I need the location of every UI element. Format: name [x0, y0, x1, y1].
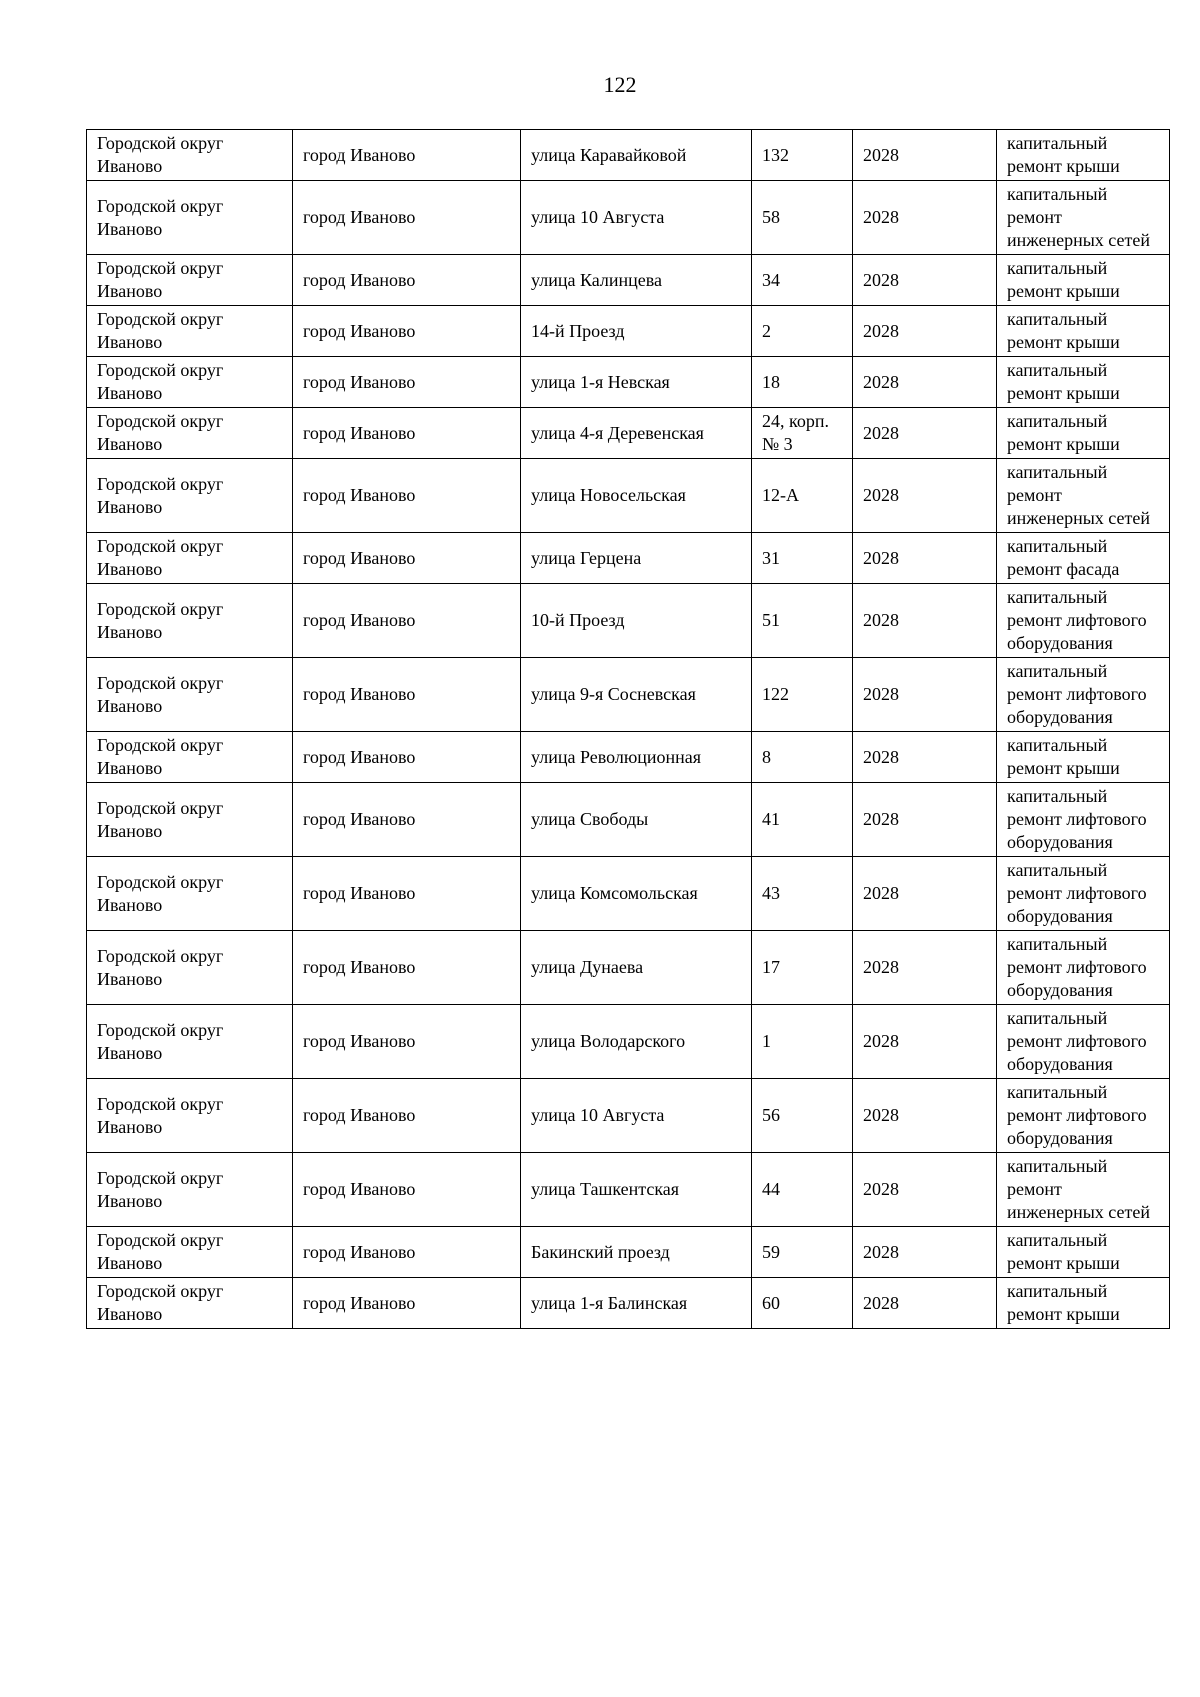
work-type-cell: капитальный ремонт крыши	[997, 255, 1170, 306]
work-type-cell: капитальный ремонт лифтового оборудования	[997, 1005, 1170, 1079]
district-cell: Городской округ Иваново	[87, 1079, 293, 1153]
city-cell: город Иваново	[293, 931, 521, 1005]
street-cell: улица Ташкентская	[521, 1153, 752, 1227]
work-type-cell: капитальный ремонт инженерных сетей	[997, 1153, 1170, 1227]
table-row	[87, 931, 1170, 1005]
district-cell: Городской округ Иваново	[87, 1153, 293, 1227]
work-type-cell: капитальный ремонт лифтового оборудования	[997, 584, 1170, 658]
work-type-cell: капитальный ремонт крыши	[997, 306, 1170, 357]
year-cell: 2028	[853, 931, 997, 1005]
year-cell: 2028	[853, 357, 997, 408]
table-row	[87, 658, 1170, 732]
house-number-cell: 12-А	[752, 459, 853, 533]
work-type-cell: капитальный ремонт крыши	[997, 408, 1170, 459]
district-cell: Городской округ Иваново	[87, 732, 293, 783]
table-row	[87, 1227, 1170, 1278]
house-number-cell: 31	[752, 533, 853, 584]
year-cell: 2028	[853, 732, 997, 783]
house-number-cell: 34	[752, 255, 853, 306]
work-type-cell: капитальный ремонт лифтового оборудования	[997, 658, 1170, 732]
street-cell: улица Свободы	[521, 783, 752, 857]
year-cell: 2028	[853, 658, 997, 732]
table-row	[87, 306, 1170, 357]
year-cell: 2028	[853, 130, 997, 181]
table-row	[87, 408, 1170, 459]
street-cell: улица 4-я Деревенская	[521, 408, 752, 459]
house-number-cell: 1	[752, 1005, 853, 1079]
city-cell: город Иваново	[293, 1005, 521, 1079]
street-cell: улица Революционная	[521, 732, 752, 783]
house-number-cell: 17	[752, 931, 853, 1005]
street-cell: 14-й Проезд	[521, 306, 752, 357]
house-number-cell: 41	[752, 783, 853, 857]
street-cell: улица 10 Августа	[521, 181, 752, 255]
table-row	[87, 1278, 1170, 1329]
house-number-cell: 51	[752, 584, 853, 658]
year-cell: 2028	[853, 1079, 997, 1153]
house-number-cell: 59	[752, 1227, 853, 1278]
table-row	[87, 533, 1170, 584]
street-cell: улица Каравайковой	[521, 130, 752, 181]
street-cell: 10-й Проезд	[521, 584, 752, 658]
street-cell: Бакинский проезд	[521, 1227, 752, 1278]
street-cell: улица 10 Августа	[521, 1079, 752, 1153]
year-cell: 2028	[853, 1153, 997, 1227]
city-cell: город Иваново	[293, 306, 521, 357]
work-type-cell: капитальный ремонт крыши	[997, 1227, 1170, 1278]
district-cell: Городской округ Иваново	[87, 783, 293, 857]
district-cell: Городской округ Иваново	[87, 306, 293, 357]
year-cell: 2028	[853, 1278, 997, 1329]
work-type-cell: капитальный ремонт лифтового оборудования	[997, 857, 1170, 931]
house-number-cell: 44	[752, 1153, 853, 1227]
street-cell: улица Калинцева	[521, 255, 752, 306]
district-cell: Городской округ Иваново	[87, 130, 293, 181]
year-cell: 2028	[853, 255, 997, 306]
district-cell: Городской округ Иваново	[87, 658, 293, 732]
table-row	[87, 783, 1170, 857]
house-number-cell: 2	[752, 306, 853, 357]
work-type-cell: капитальный ремонт крыши	[997, 130, 1170, 181]
work-type-cell: капитальный ремонт инженерных сетей	[997, 459, 1170, 533]
street-cell: улица Комсомольская	[521, 857, 752, 931]
city-cell: город Иваново	[293, 783, 521, 857]
district-cell: Городской округ Иваново	[87, 255, 293, 306]
district-cell: Городской округ Иваново	[87, 1278, 293, 1329]
table-row	[87, 357, 1170, 408]
street-cell: улица Герцена	[521, 533, 752, 584]
table-row	[87, 1153, 1170, 1227]
city-cell: город Иваново	[293, 1278, 521, 1329]
year-cell: 2028	[853, 857, 997, 931]
table-row	[87, 459, 1170, 533]
year-cell: 2028	[853, 1227, 997, 1278]
city-cell: город Иваново	[293, 658, 521, 732]
house-number-cell: 132	[752, 130, 853, 181]
city-cell: город Иваново	[293, 732, 521, 783]
city-cell: город Иваново	[293, 1153, 521, 1227]
district-cell: Городской округ Иваново	[87, 533, 293, 584]
work-type-cell: капитальный ремонт фасада	[997, 533, 1170, 584]
house-number-cell: 8	[752, 732, 853, 783]
year-cell: 2028	[853, 783, 997, 857]
table-row	[87, 181, 1170, 255]
table-row	[87, 584, 1170, 658]
street-cell: улица Дунаева	[521, 931, 752, 1005]
city-cell: город Иваново	[293, 357, 521, 408]
city-cell: город Иваново	[293, 857, 521, 931]
work-type-cell: капитальный ремонт крыши	[997, 732, 1170, 783]
table-row	[87, 130, 1170, 181]
year-cell: 2028	[853, 533, 997, 584]
city-cell: город Иваново	[293, 459, 521, 533]
repair-schedule-table	[86, 129, 1170, 1329]
table-row	[87, 857, 1170, 931]
table-row	[87, 732, 1170, 783]
page-number: 122	[603, 72, 637, 97]
street-cell: улица Володарского	[521, 1005, 752, 1079]
work-type-cell: капитальный ремонт лифтового оборудования	[997, 1079, 1170, 1153]
city-cell: город Иваново	[293, 1079, 521, 1153]
house-number-cell: 24, корп. № 3	[752, 408, 853, 459]
house-number-cell: 56	[752, 1079, 853, 1153]
district-cell: Городской округ Иваново	[87, 1227, 293, 1278]
work-type-cell: капитальный ремонт лифтового оборудования	[997, 783, 1170, 857]
work-type-cell: капитальный ремонт крыши	[997, 1278, 1170, 1329]
year-cell: 2028	[853, 1005, 997, 1079]
district-cell: Городской округ Иваново	[87, 181, 293, 255]
street-cell: улица 1-я Балинская	[521, 1278, 752, 1329]
year-cell: 2028	[853, 584, 997, 658]
house-number-cell: 60	[752, 1278, 853, 1329]
city-cell: город Иваново	[293, 181, 521, 255]
city-cell: город Иваново	[293, 255, 521, 306]
year-cell: 2028	[853, 181, 997, 255]
city-cell: город Иваново	[293, 408, 521, 459]
city-cell: город Иваново	[293, 584, 521, 658]
district-cell: Городской округ Иваново	[87, 459, 293, 533]
work-type-cell: капитальный ремонт инженерных сетей	[997, 181, 1170, 255]
street-cell: улица Новосельская	[521, 459, 752, 533]
city-cell: город Иваново	[293, 130, 521, 181]
district-cell: Городской округ Иваново	[87, 857, 293, 931]
street-cell: улица 9-я Сосневская	[521, 658, 752, 732]
year-cell: 2028	[853, 459, 997, 533]
street-cell: улица 1-я Невская	[521, 357, 752, 408]
district-cell: Городской округ Иваново	[87, 1005, 293, 1079]
district-cell: Городской округ Иваново	[87, 584, 293, 658]
district-cell: Городской округ Иваново	[87, 931, 293, 1005]
year-cell: 2028	[853, 306, 997, 357]
table-row	[87, 255, 1170, 306]
house-number-cell: 122	[752, 658, 853, 732]
district-cell: Городской округ Иваново	[87, 357, 293, 408]
city-cell: город Иваново	[293, 533, 521, 584]
work-type-cell: капитальный ремонт крыши	[997, 357, 1170, 408]
house-number-cell: 18	[752, 357, 853, 408]
table-row	[87, 1079, 1170, 1153]
table-row	[87, 1005, 1170, 1079]
table-body	[87, 130, 1170, 1329]
city-cell: город Иваново	[293, 1227, 521, 1278]
district-cell: Городской округ Иваново	[87, 408, 293, 459]
work-type-cell: капитальный ремонт лифтового оборудования	[997, 931, 1170, 1005]
year-cell: 2028	[853, 408, 997, 459]
house-number-cell: 43	[752, 857, 853, 931]
house-number-cell: 58	[752, 181, 853, 255]
